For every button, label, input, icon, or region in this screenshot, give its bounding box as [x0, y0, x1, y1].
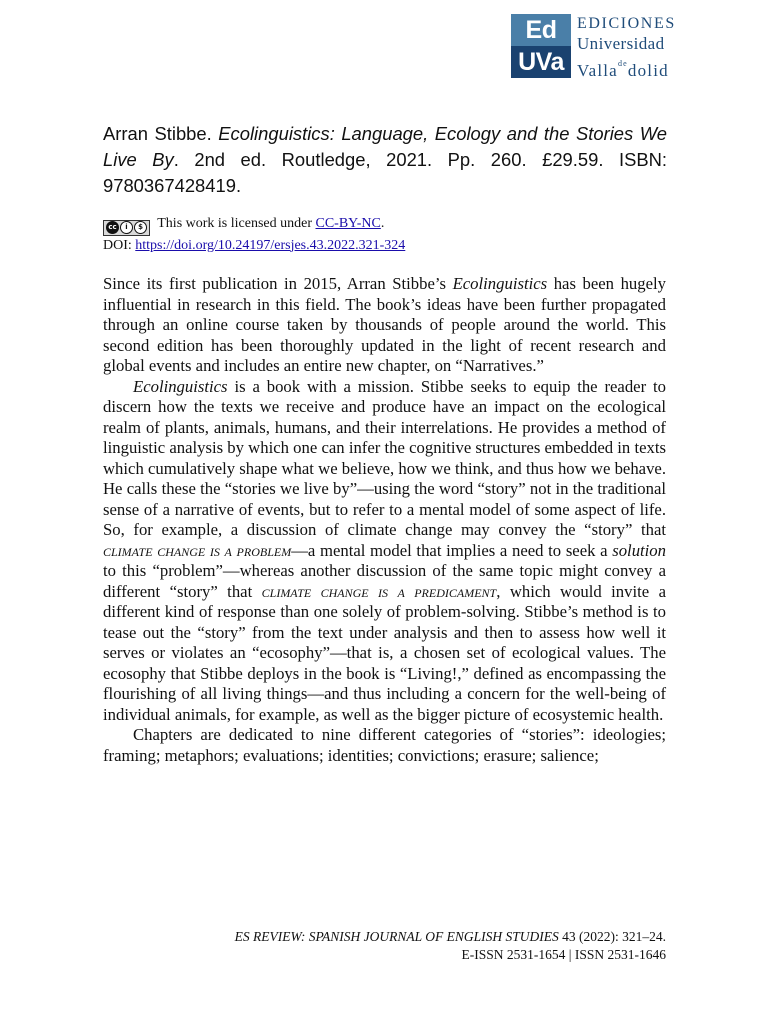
paragraph-2: Ecolinguistics is a book with a mission. Stibbe seeks to equip the reader to discern how the texts we receive and produce have an impact on the ecological realm of plants, animals, humans, and their interrelations. He provides a method of linguistic analysis by which one can infer the cognitive structures embedded in texts which cumulatively shape what we believe, how we think, and thus how we behave. He calls these the “stories we live by”—using the word “story” not in the traditional sense of a narrative of events, but to refer to a mental model of some aspect of life. So, for example, a discussion of climate change may convey the “story” that climate change is a problem—a mental model that implies a need to seek a solution to this “problem”—whereas another discussion of the same topic might convey a different “story” that climate change is a predicament, which would invite a different kind of response than one solely of problem-solving. Stibbe’s method is to tease out the “story” from the text under analysis and then to assess how well it serves or violates an “ecosophy”—that is, a chosen set of ecological values. The ecosophy that Stibbe deploys in the book is “Living!,” defined as encompassing the flourishing of all living things—and thus including a concern for the well-being of individual animals, for example, as well as the bigger picture of ecosystemic health.: [103, 376, 666, 724]
doi-link[interactable]: https://doi.org/10.24197/ersjes.43.2022.321-324: [135, 237, 406, 253]
footer-issn: E-ISSN 2531-1654 | ISSN 2531-1646: [461, 947, 666, 962]
logo-line-ediciones: EDICIONES: [577, 15, 676, 32]
book-details: . 2nd ed. Routledge, 2021. Pp. 260. £29.59. ISBN: 9780367428419.: [103, 149, 667, 196]
cc-icon: cc: [106, 221, 119, 234]
logo-line-valladolid: Valla$^{de}$dolid: [577, 59, 669, 80]
review-body: [103, 274, 666, 766]
logo-text: [577, 14, 676, 81]
by-icon: i: [120, 221, 133, 234]
doi-line: [103, 236, 405, 256]
publisher-logo: [511, 14, 676, 81]
license-suffix: .: [380, 216, 385, 231]
book-reference: [103, 121, 667, 199]
license-text: This work is licensed under: [157, 216, 312, 231]
journal-citation: 43 (2022): 321–24.: [558, 929, 666, 944]
license-line: [103, 214, 405, 236]
doi-label: DOI:: [103, 237, 132, 253]
book-title: Ecolinguistics: Language, Ecology and the Stories We Live By: [103, 123, 667, 170]
journal-name: ES REVIEW: SPANISH JOURNAL OF ENGLISH STUDIES: [234, 929, 559, 944]
page-footer: [235, 928, 666, 964]
paragraph-3: Chapters are dedicated to nine different categories of “stories”: ideologies; framing; metaphors; evaluations; identities; convictions; erasure; salience;: [103, 725, 666, 765]
logo-blocks: [511, 14, 571, 81]
license-block: [103, 214, 405, 256]
cc-license-badge-icon: [103, 220, 150, 236]
license-link[interactable]: CC-BY-NC: [315, 216, 381, 231]
logo-line-universidad: Universidad: [577, 34, 665, 53]
logo-block-uva: UVa: [511, 46, 571, 78]
nc-icon: $: [134, 221, 147, 234]
logo-block-ed: Ed: [511, 14, 571, 46]
footer-citation: [235, 928, 666, 946]
book-author: Arran Stibbe.: [103, 123, 212, 144]
paragraph-1: Since its first publication in 2015, Arran Stibbe’s Ecolinguistics has been hugely influential in research in this field. The book’s ideas have been further propagated through an online course taken by thousands of people around the world. This second edition has been thoroughly updated in the light of recent research and global events and includes an entire new chapter, on “Narratives.”: [103, 274, 666, 375]
